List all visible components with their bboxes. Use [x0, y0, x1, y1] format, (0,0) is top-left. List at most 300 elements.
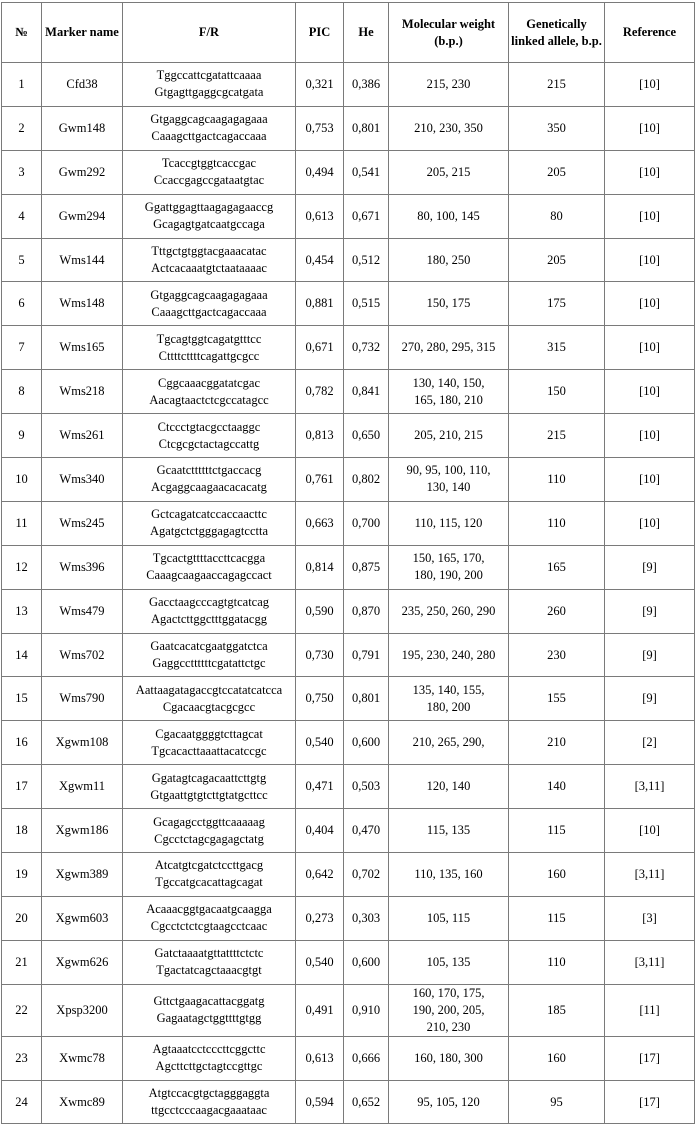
molecular-weight-line: 150, 175 [426, 296, 471, 311]
forward-primer: Atcatgtcgatctccttgacg [154, 858, 264, 873]
he-value: 0,600 [344, 721, 389, 765]
header-he: He [344, 3, 389, 63]
he-value: 0,650 [344, 414, 389, 458]
molecular-weight [389, 633, 509, 677]
primer-sequences [123, 589, 296, 633]
molecular-weight [389, 940, 509, 984]
linked-allele: 160 [509, 1036, 605, 1080]
molecular-weight-line: 130, 140, 150, [412, 375, 485, 390]
row-number: 11 [2, 501, 42, 545]
header-row [2, 3, 695, 63]
table-row [2, 589, 695, 633]
reverse-primer: Agcttcttgctagtccgttgc [155, 1059, 263, 1074]
primer-sequences [123, 809, 296, 853]
molecular-weight [389, 721, 509, 765]
table-row [2, 63, 695, 107]
he-value: 0,702 [344, 853, 389, 897]
he-value: 0,801 [344, 677, 389, 721]
pic-value: 0,321 [296, 63, 344, 107]
forward-primer: Tttgctgtggtacgaaacatac [151, 244, 267, 258]
marker-name: Wms165 [42, 326, 123, 370]
molecular-weight [389, 809, 509, 853]
molecular-weight [389, 238, 509, 282]
molecular-weight-line: 205, 210, 215 [414, 428, 483, 443]
reverse-primer: Tgactatcagctaaacgtgt [156, 963, 262, 978]
reverse-primer: Ccaccgagccgataatgtac [153, 173, 265, 188]
table-row [2, 501, 695, 545]
table-row [2, 282, 695, 326]
molecular-weight-line: 130, 140 [426, 480, 471, 495]
primer-sequences [123, 194, 296, 238]
header-linked-allele: Genetically linked allele, b.p. [509, 3, 605, 63]
marker-name: Xgwm603 [42, 896, 123, 940]
molecular-weight [389, 765, 509, 809]
molecular-weight-line: 190, 200, 205, [412, 1002, 485, 1017]
forward-primer: Gacctaagcccagtgtcatcag [148, 595, 270, 610]
reverse-primer: Tgcacacttaaattacatccgc [151, 743, 267, 758]
pic-value: 0,494 [296, 150, 344, 194]
table-row [2, 809, 695, 853]
linked-allele: 185 [509, 984, 605, 1036]
marker-name: Wms340 [42, 458, 123, 502]
reverse-primer: Tgccatgcacattagcagat [155, 875, 263, 890]
row-number: 8 [2, 370, 42, 414]
header-molecular-weight: Molecular weight (b.p.) [389, 3, 509, 63]
reverse-primer: Cttttcttttcagattgcgcc [158, 348, 260, 363]
forward-primer: Atgtccacgtgctagggaggta [148, 1086, 270, 1101]
header-reference: Reference [605, 3, 695, 63]
molecular-weight-line: 205, 215 [426, 164, 471, 179]
row-number: 21 [2, 940, 42, 984]
row-number: 10 [2, 458, 42, 502]
he-value: 0,303 [344, 896, 389, 940]
row-number: 19 [2, 853, 42, 897]
molecular-weight [389, 677, 509, 721]
molecular-weight [389, 150, 509, 194]
molecular-weight-line: 110, 115, 120 [414, 515, 483, 530]
reverse-primer: Agatgctctgggagagtcctta [150, 524, 268, 539]
reference: [10] [605, 501, 695, 545]
forward-primer: Cgacaatggggtcttagcat [155, 726, 263, 741]
he-value: 0,666 [344, 1036, 389, 1080]
linked-allele: 165 [509, 545, 605, 589]
header-pic: PIC [296, 3, 344, 63]
reference: [10] [605, 238, 695, 282]
row-number: 23 [2, 1036, 42, 1080]
molecular-weight-line: 235, 250, 260, 290 [401, 603, 496, 618]
he-value: 0,470 [344, 809, 389, 853]
molecular-weight [389, 282, 509, 326]
he-value: 0,512 [344, 238, 389, 282]
primer-sequences [123, 150, 296, 194]
pic-value: 0,540 [296, 940, 344, 984]
molecular-weight [389, 853, 509, 897]
row-number: 17 [2, 765, 42, 809]
marker-name: Xgwm389 [42, 853, 123, 897]
reverse-primer: Gtgagttgaggcgcatgata [154, 85, 264, 100]
row-number: 24 [2, 1080, 42, 1124]
linked-allele: 155 [509, 677, 605, 721]
reference: [3,11] [605, 940, 695, 984]
primer-sequences [123, 633, 296, 677]
reverse-primer: Caaagcaagaaccagagccact [146, 568, 272, 583]
pic-value: 0,273 [296, 896, 344, 940]
reverse-primer: Caaagcttgactcagaccaaa [151, 304, 267, 319]
forward-primer: Tgcactgttttaccttcacgga [152, 551, 266, 566]
reverse-primer: Cgcctctagcgagagctatg [154, 831, 264, 846]
he-value: 0,541 [344, 150, 389, 194]
forward-primer: Agtaaatcctcccttcggcttc [152, 1042, 266, 1057]
molecular-weight-line: 195, 230, 240, 280 [401, 647, 496, 662]
forward-primer: Gcagagcctggttcaaaaag [153, 814, 265, 829]
row-number: 3 [2, 150, 42, 194]
table-row [2, 414, 695, 458]
molecular-weight-line: 160, 170, 175, [412, 985, 485, 1000]
he-value: 0,700 [344, 501, 389, 545]
primer-sequences [123, 458, 296, 502]
pic-value: 0,594 [296, 1080, 344, 1124]
reference: [10] [605, 458, 695, 502]
table-row [2, 238, 695, 282]
reverse-primer: Aacagtaactctcgccatagcc [149, 392, 269, 407]
molecular-weight-line: 80, 100, 145 [417, 208, 480, 223]
forward-primer: Gtgaggcagcaagagagaaa [150, 112, 268, 127]
table-row [2, 545, 695, 589]
header-marker-name: Marker name [42, 3, 123, 63]
reference: [10] [605, 150, 695, 194]
molecular-weight-line: 120, 140 [426, 779, 471, 794]
forward-primer: Tgcagtggtcagatgtttcc [156, 331, 262, 346]
molecular-weight-line: 270, 280, 295, 315 [401, 340, 496, 355]
linked-allele: 160 [509, 853, 605, 897]
reference: [10] [605, 414, 695, 458]
forward-primer: Aattaagatagaccgtccatatcatcca [135, 682, 283, 697]
he-value: 0,503 [344, 765, 389, 809]
reference: [3] [605, 896, 695, 940]
molecular-weight-line: 90, 95, 100, 110, [406, 463, 491, 478]
table-row [2, 106, 695, 150]
molecular-weight-line: 105, 115 [426, 910, 471, 925]
pic-value: 0,671 [296, 326, 344, 370]
table-row [2, 896, 695, 940]
reference: [10] [605, 326, 695, 370]
primer-sequences [123, 940, 296, 984]
table-row [2, 853, 695, 897]
molecular-weight [389, 194, 509, 238]
molecular-weight [389, 589, 509, 633]
marker-name: Gwm292 [42, 150, 123, 194]
linked-allele: 315 [509, 326, 605, 370]
row-number: 4 [2, 194, 42, 238]
linked-allele: 215 [509, 414, 605, 458]
primer-sequences [123, 370, 296, 414]
he-value: 0,801 [344, 106, 389, 150]
molecular-weight [389, 370, 509, 414]
forward-primer: Gctcagatcatccaccaacttc [151, 507, 267, 522]
linked-allele: 110 [509, 940, 605, 984]
linked-allele: 215 [509, 63, 605, 107]
linked-allele: 80 [509, 194, 605, 238]
molecular-weight [389, 501, 509, 545]
reference: [10] [605, 370, 695, 414]
row-number: 15 [2, 677, 42, 721]
forward-primer: Gttctgaagacattacggatg [153, 994, 265, 1009]
pic-value: 0,750 [296, 677, 344, 721]
table-row [2, 1080, 695, 1124]
marker-name: Wms148 [42, 282, 123, 326]
reverse-primer: Gtgaattgtgtcttgtatgcttcc [150, 787, 268, 802]
molecular-weight [389, 106, 509, 150]
marker-name: Xwmc78 [42, 1036, 123, 1080]
table-row [2, 1036, 695, 1080]
forward-primer: Gaatcacatcgaatggatctca [150, 639, 268, 654]
pic-value: 0,663 [296, 501, 344, 545]
molecular-weight-line: 160, 180, 300 [414, 1050, 483, 1065]
pic-value: 0,590 [296, 589, 344, 633]
table-row [2, 458, 695, 502]
molecular-weight [389, 545, 509, 589]
molecular-weight-line: 210, 230 [426, 1019, 471, 1034]
primer-sequences [123, 677, 296, 721]
row-number: 7 [2, 326, 42, 370]
he-value: 0,802 [344, 458, 389, 502]
molecular-weight-line: 135, 140, 155, [412, 682, 485, 697]
table-row [2, 633, 695, 677]
primer-sequences [123, 282, 296, 326]
reverse-primer: Acgaggcaagaacacacatg [151, 480, 267, 495]
reference: [11] [605, 984, 695, 1036]
marker-name: Wms702 [42, 633, 123, 677]
forward-primer: Cggcaaacggatatcgac [157, 375, 260, 390]
reference: [17] [605, 1036, 695, 1080]
reverse-primer: Gagaatagctggttttgtgg [156, 1011, 262, 1026]
linked-allele: 260 [509, 589, 605, 633]
molecular-weight-line: 105, 135 [426, 954, 471, 969]
reference: [3,11] [605, 853, 695, 897]
reverse-primer: Gcagagtgatcaatgccaga [153, 217, 265, 232]
primer-sequences [123, 1080, 296, 1124]
molecular-weight [389, 1036, 509, 1080]
molecular-weight-line: 115, 135 [426, 823, 471, 838]
table-row [2, 721, 695, 765]
primer-sequences [123, 63, 296, 107]
molecular-weight-line: 165, 180, 210 [414, 392, 483, 407]
pic-value: 0,454 [296, 238, 344, 282]
linked-allele: 175 [509, 282, 605, 326]
pic-value: 0,404 [296, 809, 344, 853]
primer-sequences [123, 106, 296, 150]
linked-allele: 150 [509, 370, 605, 414]
linked-allele: 115 [509, 896, 605, 940]
marker-name: Gwm294 [42, 194, 123, 238]
primer-sequences [123, 414, 296, 458]
he-value: 0,515 [344, 282, 389, 326]
reference: [17] [605, 1080, 695, 1124]
forward-primer: Tggccattcgatattcaaaa [156, 68, 262, 83]
molecular-weight-line: 210, 265, 290, [412, 735, 485, 750]
marker-name: Wms479 [42, 589, 123, 633]
forward-primer: Ctccctgtacgcctaaggc [157, 419, 261, 434]
table-body [2, 63, 695, 1124]
linked-allele: 115 [509, 809, 605, 853]
molecular-weight-line: 180, 190, 200 [414, 568, 483, 583]
primer-sequences [123, 896, 296, 940]
marker-name: Wms245 [42, 501, 123, 545]
table-row [2, 677, 695, 721]
marker-name: Xgwm186 [42, 809, 123, 853]
pic-value: 0,881 [296, 282, 344, 326]
marker-name: Xgwm11 [42, 765, 123, 809]
primer-sequences [123, 326, 296, 370]
forward-primer: Gatctaaaatgttattttctctc [154, 946, 264, 961]
row-number: 1 [2, 63, 42, 107]
primer-sequences [123, 765, 296, 809]
reverse-primer: ttgcctcccaagacgaaataac [151, 1103, 267, 1118]
marker-name: Xgwm108 [42, 721, 123, 765]
table-row [2, 940, 695, 984]
linked-allele: 210 [509, 721, 605, 765]
reverse-primer: Agactcttggctttggatacgg [151, 612, 267, 627]
marker-name: Wms790 [42, 677, 123, 721]
forward-primer: Tcaccgtggtcaccgac [161, 156, 257, 171]
he-value: 0,791 [344, 633, 389, 677]
row-number: 6 [2, 282, 42, 326]
reference: [9] [605, 545, 695, 589]
reference: [10] [605, 809, 695, 853]
marker-name: Wms261 [42, 414, 123, 458]
linked-allele: 140 [509, 765, 605, 809]
pic-value: 0,613 [296, 1036, 344, 1080]
table-row [2, 765, 695, 809]
linked-allele: 350 [509, 106, 605, 150]
primer-sequences [123, 853, 296, 897]
forward-primer: Ggattggagttaagagagaaccg [144, 200, 274, 215]
pic-value: 0,471 [296, 765, 344, 809]
reverse-primer: Ctcgcgctactagccattg [158, 436, 260, 451]
he-value: 0,671 [344, 194, 389, 238]
header-fr: F/R [123, 3, 296, 63]
reference: [10] [605, 282, 695, 326]
linked-allele: 110 [509, 458, 605, 502]
reference: [10] [605, 63, 695, 107]
linked-allele: 110 [509, 501, 605, 545]
molecular-weight-line: 180, 200 [426, 699, 471, 714]
primer-sequences [123, 1036, 296, 1080]
molecular-weight-line: 210, 230, 350 [414, 120, 483, 135]
pic-value: 0,730 [296, 633, 344, 677]
table-row [2, 984, 695, 1036]
pic-value: 0,782 [296, 370, 344, 414]
primer-sequences [123, 501, 296, 545]
row-number: 18 [2, 809, 42, 853]
row-number: 13 [2, 589, 42, 633]
reference: [10] [605, 194, 695, 238]
row-number: 22 [2, 984, 42, 1036]
reverse-primer: Cgacaacgtacgcgcc [162, 699, 256, 714]
marker-name: Wms218 [42, 370, 123, 414]
he-value: 0,841 [344, 370, 389, 414]
molecular-weight [389, 896, 509, 940]
reference: [3,11] [605, 765, 695, 809]
he-value: 0,386 [344, 63, 389, 107]
marker-name: Xgwm626 [42, 940, 123, 984]
molecular-weight [389, 1080, 509, 1124]
linked-allele: 95 [509, 1080, 605, 1124]
he-value: 0,600 [344, 940, 389, 984]
primer-sequences [123, 984, 296, 1036]
molecular-weight [389, 414, 509, 458]
reference: [2] [605, 721, 695, 765]
forward-primer: Gcaatcttttttctgaccacg [156, 463, 262, 478]
reverse-primer: Cgcctctctcgtaagcctcaac [150, 919, 268, 934]
linked-allele: 205 [509, 150, 605, 194]
marker-name: Cfd38 [42, 63, 123, 107]
row-number: 5 [2, 238, 42, 282]
linked-allele: 205 [509, 238, 605, 282]
molecular-weight-line: 215, 230 [426, 76, 471, 91]
row-number: 16 [2, 721, 42, 765]
header-num: № [2, 3, 42, 63]
he-value: 0,732 [344, 326, 389, 370]
row-number: 2 [2, 106, 42, 150]
molecular-weight-line: 110, 135, 160 [414, 866, 483, 881]
reference: [9] [605, 589, 695, 633]
marker-table [1, 2, 695, 1124]
molecular-weight-line: 180, 250 [426, 252, 471, 267]
marker-name: Gwm148 [42, 106, 123, 150]
molecular-weight-line: 150, 165, 170, [412, 551, 485, 566]
reference: [9] [605, 677, 695, 721]
forward-primer: Gtgaggcagcaagagagaaa [150, 287, 268, 302]
forward-primer: Acaaacggtgacaatgcaagga [146, 902, 272, 917]
table-row [2, 194, 695, 238]
marker-name: Xwmc89 [42, 1080, 123, 1124]
pic-value: 0,761 [296, 458, 344, 502]
primer-sequences [123, 238, 296, 282]
molecular-weight [389, 984, 509, 1036]
pic-value: 0,540 [296, 721, 344, 765]
pic-value: 0,813 [296, 414, 344, 458]
pic-value: 0,613 [296, 194, 344, 238]
molecular-weight [389, 326, 509, 370]
reference: [10] [605, 106, 695, 150]
linked-allele: 230 [509, 633, 605, 677]
molecular-weight-line: 95, 105, 120 [417, 1094, 480, 1109]
reference: [9] [605, 633, 695, 677]
reverse-primer: Caaagcttgactcagaccaaa [151, 129, 267, 144]
pic-value: 0,642 [296, 853, 344, 897]
he-value: 0,652 [344, 1080, 389, 1124]
reverse-primer: Actcacaaatgtctaataaaac [151, 261, 267, 275]
table-row [2, 326, 695, 370]
he-value: 0,910 [344, 984, 389, 1036]
row-number: 9 [2, 414, 42, 458]
primer-sequences [123, 721, 296, 765]
pic-value: 0,491 [296, 984, 344, 1036]
pic-value: 0,753 [296, 106, 344, 150]
table-row [2, 150, 695, 194]
row-number: 20 [2, 896, 42, 940]
he-value: 0,870 [344, 589, 389, 633]
reverse-primer: Gaggccttttttcgatattctgc [152, 656, 266, 671]
marker-name: Xpsp3200 [42, 984, 123, 1036]
row-number: 14 [2, 633, 42, 677]
marker-name: Wms144 [42, 238, 123, 282]
molecular-weight [389, 63, 509, 107]
table-row [2, 370, 695, 414]
marker-name: Wms396 [42, 545, 123, 589]
primer-sequences [123, 545, 296, 589]
